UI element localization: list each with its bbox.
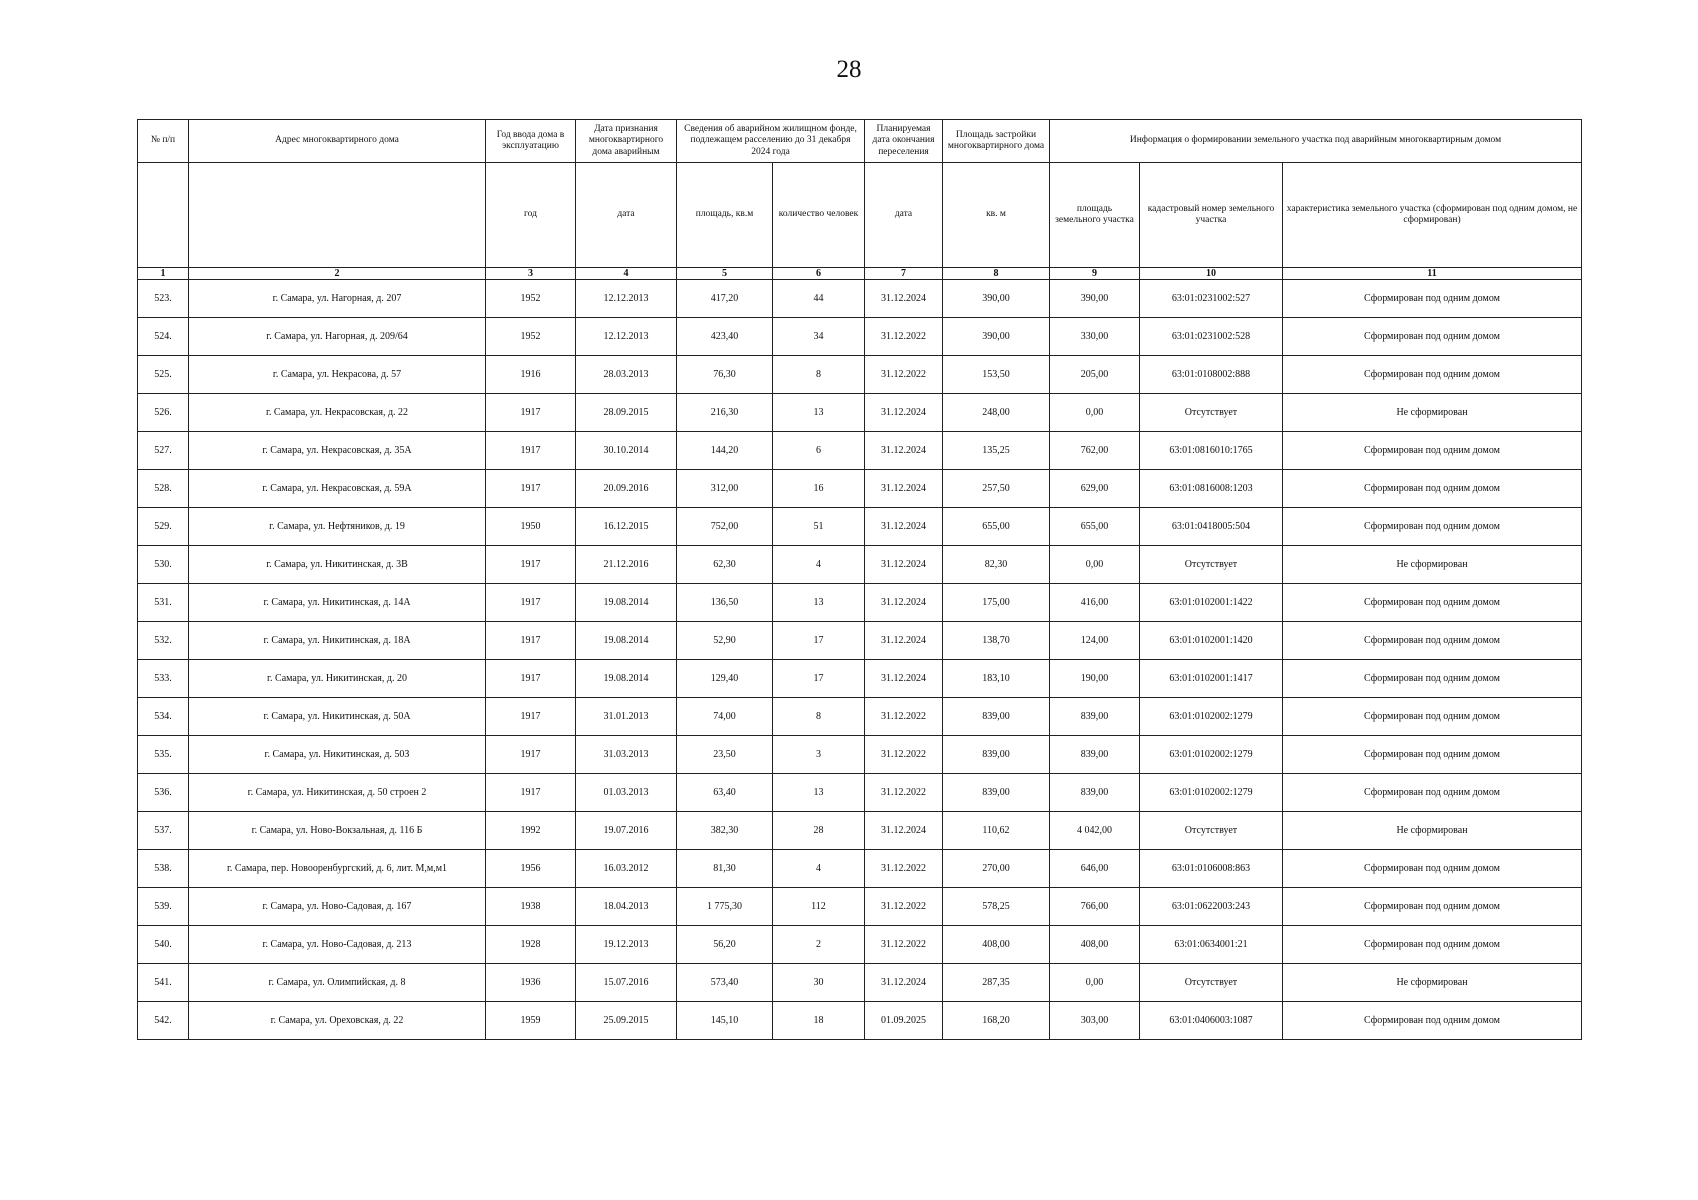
year-cell: 1916: [486, 356, 576, 394]
area-cell: 144,20: [677, 432, 773, 470]
header-num: № п/п: [138, 120, 189, 163]
cadastral-number-cell: 63:01:0622003:243: [1140, 888, 1283, 926]
recognized-date-cell: 25.09.2015: [576, 1002, 677, 1040]
cadastral-number-cell: 63:01:0106008:863: [1140, 850, 1283, 888]
planned-date-cell: 31.12.2024: [865, 660, 943, 698]
build-area-cell: 839,00: [943, 736, 1050, 774]
recognized-date-cell: 30.10.2014: [576, 432, 677, 470]
land-status-cell: Сформирован под одним домом: [1283, 698, 1582, 736]
cadastral-number-cell: 63:01:0102001:1422: [1140, 584, 1283, 622]
address-cell: г. Самара, ул. Некрасова, д. 57: [189, 356, 486, 394]
address-cell: г. Самара, ул. Ново-Садовая, д. 213: [189, 926, 486, 964]
recognized-date-cell: 19.12.2013: [576, 926, 677, 964]
header-land-info: Информация о формировании земельного участка под аварийным многоквартирным домом: [1050, 120, 1582, 163]
land-area-cell: 0,00: [1050, 964, 1140, 1002]
people-cell: 17: [773, 622, 865, 660]
land-status-cell: Сформирован под одним домом: [1283, 850, 1582, 888]
area-cell: 129,40: [677, 660, 773, 698]
planned-date-cell: 31.12.2022: [865, 888, 943, 926]
header-address: Адрес многоквартирного дома: [189, 120, 486, 163]
land-status-cell: Не сформирован: [1283, 394, 1582, 432]
recognized-date-cell: 15.07.2016: [576, 964, 677, 1002]
table-row: [138, 584, 1582, 622]
address-cell: г. Самара, ул. Никитинская, д. 3В: [189, 546, 486, 584]
build-area-cell: 110,62: [943, 812, 1050, 850]
area-cell: 23,50: [677, 736, 773, 774]
land-area-cell: 303,00: [1050, 1002, 1140, 1040]
land-area-cell: 124,00: [1050, 622, 1140, 660]
build-area-cell: 183,10: [943, 660, 1050, 698]
table-row: [138, 660, 1582, 698]
land-status-cell: Сформирован под одним домом: [1283, 280, 1582, 318]
recognized-date-cell: 12.12.2013: [576, 280, 677, 318]
people-cell: 30: [773, 964, 865, 1002]
row-number: 533.: [138, 660, 189, 698]
row-number: 530.: [138, 546, 189, 584]
people-cell: 8: [773, 356, 865, 394]
table-row: [138, 318, 1582, 356]
area-cell: 216,30: [677, 394, 773, 432]
planned-date-cell: 31.12.2024: [865, 584, 943, 622]
planned-date-cell: 31.12.2024: [865, 280, 943, 318]
column-index: 9: [1050, 268, 1140, 280]
recognized-date-cell: 18.04.2013: [576, 888, 677, 926]
address-cell: г. Самара, ул. Ново-Вокзальная, д. 116 Б: [189, 812, 486, 850]
cadastral-number-cell: 63:01:0231002:528: [1140, 318, 1283, 356]
land-area-cell: 839,00: [1050, 774, 1140, 812]
land-area-cell: 330,00: [1050, 318, 1140, 356]
year-cell: 1952: [486, 318, 576, 356]
planned-date-cell: 31.12.2024: [865, 546, 943, 584]
people-cell: 51: [773, 508, 865, 546]
area-cell: 752,00: [677, 508, 773, 546]
land-area-cell: 416,00: [1050, 584, 1140, 622]
table-row: [138, 888, 1582, 926]
build-area-cell: 839,00: [943, 698, 1050, 736]
cadastral-number-cell: 63:01:0102002:1279: [1140, 736, 1283, 774]
year-cell: 1917: [486, 622, 576, 660]
row-number: 526.: [138, 394, 189, 432]
area-cell: 52,90: [677, 622, 773, 660]
people-cell: 8: [773, 698, 865, 736]
recognized-date-cell: 21.12.2016: [576, 546, 677, 584]
build-area-cell: 390,00: [943, 280, 1050, 318]
year-cell: 1917: [486, 660, 576, 698]
table-row: [138, 1002, 1582, 1040]
build-area-cell: 138,70: [943, 622, 1050, 660]
year-cell: 1952: [486, 280, 576, 318]
year-cell: 1917: [486, 394, 576, 432]
table-row: [138, 280, 1582, 318]
land-status-cell: Сформирован под одним домом: [1283, 508, 1582, 546]
land-status-cell: Сформирован под одним домом: [1283, 584, 1582, 622]
people-cell: 17: [773, 660, 865, 698]
address-cell: г. Самара, ул. Никитинская, д. 50З: [189, 736, 486, 774]
planned-date-cell: 31.12.2022: [865, 774, 943, 812]
row-number: 532.: [138, 622, 189, 660]
address-cell: г. Самара, ул. Нагорная, д. 209/64: [189, 318, 486, 356]
cadastral-number-cell: 63:01:0102002:1279: [1140, 774, 1283, 812]
area-cell: 312,00: [677, 470, 773, 508]
land-status-cell: Сформирован под одним домом: [1283, 660, 1582, 698]
row-number: 523.: [138, 280, 189, 318]
address-cell: г. Самара, ул. Никитинская, д. 18А: [189, 622, 486, 660]
cadastral-number-cell: Отсутствует: [1140, 812, 1283, 850]
unit-people: количество человек: [773, 163, 865, 268]
land-status-cell: Сформирован под одним домом: [1283, 926, 1582, 964]
land-area-cell: 766,00: [1050, 888, 1140, 926]
planned-date-cell: 31.12.2022: [865, 318, 943, 356]
table-row: [138, 470, 1582, 508]
build-area-cell: 390,00: [943, 318, 1050, 356]
table-row: [138, 812, 1582, 850]
planned-date-cell: 31.12.2024: [865, 508, 943, 546]
cadastral-number-cell: 63:01:0816008:1203: [1140, 470, 1283, 508]
recognized-date-cell: 16.03.2012: [576, 850, 677, 888]
build-area-cell: 135,25: [943, 432, 1050, 470]
column-index: 3: [486, 268, 576, 280]
build-area-cell: 839,00: [943, 774, 1050, 812]
planned-date-cell: 31.12.2024: [865, 394, 943, 432]
build-area-cell: 175,00: [943, 584, 1050, 622]
planned-date-cell: 01.09.2025: [865, 1002, 943, 1040]
row-number: 537.: [138, 812, 189, 850]
year-cell: 1917: [486, 774, 576, 812]
planned-date-cell: 31.12.2022: [865, 736, 943, 774]
column-index: 2: [189, 268, 486, 280]
address-cell: г. Самара, ул. Некрасовская, д. 59А: [189, 470, 486, 508]
land-area-cell: 0,00: [1050, 394, 1140, 432]
year-cell: 1917: [486, 432, 576, 470]
column-index: 11: [1283, 268, 1582, 280]
build-area-cell: 287,35: [943, 964, 1050, 1002]
cadastral-number-cell: 63:01:0102001:1420: [1140, 622, 1283, 660]
table-row: [138, 622, 1582, 660]
land-status-cell: Не сформирован: [1283, 546, 1582, 584]
year-cell: 1992: [486, 812, 576, 850]
build-area-cell: 655,00: [943, 508, 1050, 546]
land-status-cell: Сформирован под одним домом: [1283, 622, 1582, 660]
recognized-date-cell: 31.01.2013: [576, 698, 677, 736]
area-cell: 573,40: [677, 964, 773, 1002]
planned-date-cell: 31.12.2022: [865, 356, 943, 394]
year-cell: 1917: [486, 470, 576, 508]
column-index: 8: [943, 268, 1050, 280]
build-area-cell: 153,50: [943, 356, 1050, 394]
people-cell: 4: [773, 546, 865, 584]
column-index: 7: [865, 268, 943, 280]
address-cell: г. Самара, ул. Некрасовская, д. 35А: [189, 432, 486, 470]
cadastral-number-cell: Отсутствует: [1140, 546, 1283, 584]
table-row: [138, 432, 1582, 470]
year-cell: 1917: [486, 736, 576, 774]
year-cell: 1917: [486, 698, 576, 736]
recognized-date-cell: 20.09.2016: [576, 470, 677, 508]
cadastral-number-cell: 63:01:0418005:504: [1140, 508, 1283, 546]
address-cell: г. Самара, ул. Никитинская, д. 50А: [189, 698, 486, 736]
people-cell: 18: [773, 1002, 865, 1040]
row-number: 531.: [138, 584, 189, 622]
people-cell: 13: [773, 584, 865, 622]
table-row: [138, 736, 1582, 774]
address-cell: г. Самара, ул. Никитинская, д. 20: [189, 660, 486, 698]
people-cell: 2: [773, 926, 865, 964]
land-area-cell: 839,00: [1050, 736, 1140, 774]
year-cell: 1950: [486, 508, 576, 546]
planned-date-cell: 31.12.2022: [865, 926, 943, 964]
table-row: [138, 546, 1582, 584]
address-cell: г. Самара, ул. Ореховская, д. 22: [189, 1002, 486, 1040]
year-cell: 1938: [486, 888, 576, 926]
people-cell: 3: [773, 736, 865, 774]
land-status-cell: Не сформирован: [1283, 964, 1582, 1002]
header-land-char: характеристика земельного участка (сформирован под одним домом, не сформирован): [1283, 163, 1582, 268]
recognized-date-cell: 19.08.2014: [576, 584, 677, 622]
table-row: [138, 964, 1582, 1002]
recognized-date-cell: 19.08.2014: [576, 660, 677, 698]
row-number: 538.: [138, 850, 189, 888]
column-index-row: [138, 268, 1582, 280]
column-index: 5: [677, 268, 773, 280]
planned-date-cell: 31.12.2024: [865, 812, 943, 850]
build-area-cell: 408,00: [943, 926, 1050, 964]
column-index: 6: [773, 268, 865, 280]
row-number: 524.: [138, 318, 189, 356]
row-number: 525.: [138, 356, 189, 394]
cadastral-number-cell: Отсутствует: [1140, 394, 1283, 432]
address-cell: г. Самара, ул. Нефтяников, д. 19: [189, 508, 486, 546]
planned-date-cell: 31.12.2024: [865, 470, 943, 508]
row-number: 540.: [138, 926, 189, 964]
table-row: [138, 356, 1582, 394]
area-cell: 62,30: [677, 546, 773, 584]
build-area-cell: 257,50: [943, 470, 1050, 508]
unit-year: год: [486, 163, 576, 268]
table-row: [138, 926, 1582, 964]
row-number: 529.: [138, 508, 189, 546]
row-number: 534.: [138, 698, 189, 736]
address-cell: г. Самара, ул. Некрасовская, д. 22: [189, 394, 486, 432]
build-area-cell: 82,30: [943, 546, 1050, 584]
page-number: 28: [836, 56, 862, 83]
people-cell: 6: [773, 432, 865, 470]
address-cell: г. Самара, ул. Ново-Садовая, д. 167: [189, 888, 486, 926]
land-area-cell: 839,00: [1050, 698, 1140, 736]
emergency-housing-table: [137, 119, 1582, 1040]
unit-num: [138, 163, 189, 268]
area-cell: 56,20: [677, 926, 773, 964]
table-row: [138, 508, 1582, 546]
cadastral-number-cell: 63:01:0406003:1087: [1140, 1002, 1283, 1040]
land-area-cell: 629,00: [1050, 470, 1140, 508]
table-body: [138, 280, 1582, 1040]
land-area-cell: 655,00: [1050, 508, 1140, 546]
row-number: 542.: [138, 1002, 189, 1040]
land-status-cell: Сформирован под одним домом: [1283, 774, 1582, 812]
people-cell: 4: [773, 850, 865, 888]
people-cell: 16: [773, 470, 865, 508]
people-cell: 28: [773, 812, 865, 850]
column-index: 4: [576, 268, 677, 280]
people-cell: 13: [773, 774, 865, 812]
unit-sqm-build: кв. м: [943, 163, 1050, 268]
planned-date-cell: 31.12.2024: [865, 432, 943, 470]
row-number: 541.: [138, 964, 189, 1002]
column-index: 1: [138, 268, 189, 280]
year-cell: 1928: [486, 926, 576, 964]
header-year: Год ввода дома в эксплуатацию: [486, 120, 576, 163]
land-area-cell: 205,00: [1050, 356, 1140, 394]
area-cell: 136,50: [677, 584, 773, 622]
area-cell: 382,30: [677, 812, 773, 850]
recognized-date-cell: 16.12.2015: [576, 508, 677, 546]
header-recognized: Дата признания многоквартирного дома аварийным: [576, 120, 677, 163]
address-cell: г. Самара, ул. Нагорная, д. 207: [189, 280, 486, 318]
recognized-date-cell: 19.07.2016: [576, 812, 677, 850]
land-area-cell: 408,00: [1050, 926, 1140, 964]
planned-date-cell: 31.12.2024: [865, 964, 943, 1002]
column-index: 10: [1140, 268, 1283, 280]
recognized-date-cell: 31.03.2013: [576, 736, 677, 774]
recognized-date-cell: 01.03.2013: [576, 774, 677, 812]
cadastral-number-cell: Отсутствует: [1140, 964, 1283, 1002]
unit-address: [189, 163, 486, 268]
people-cell: 34: [773, 318, 865, 356]
year-cell: 1956: [486, 850, 576, 888]
land-status-cell: Сформирован под одним домом: [1283, 1002, 1582, 1040]
header-build-area: Площадь застройки многоквартирного дома: [943, 120, 1050, 163]
address-cell: г. Самара, ул. Никитинская, д. 50 строен 2: [189, 774, 486, 812]
cadastral-number-cell: 63:01:0231002:527: [1140, 280, 1283, 318]
land-status-cell: Сформирован под одним домом: [1283, 356, 1582, 394]
land-status-cell: Сформирован под одним домом: [1283, 470, 1582, 508]
people-cell: 112: [773, 888, 865, 926]
year-cell: 1959: [486, 1002, 576, 1040]
build-area-cell: 168,20: [943, 1002, 1050, 1040]
recognized-date-cell: 19.08.2014: [576, 622, 677, 660]
year-cell: 1917: [486, 584, 576, 622]
cadastral-number-cell: 63:01:0108002:888: [1140, 356, 1283, 394]
row-number: 528.: [138, 470, 189, 508]
build-area-cell: 578,25: [943, 888, 1050, 926]
recognized-date-cell: 28.09.2015: [576, 394, 677, 432]
year-cell: 1917: [486, 546, 576, 584]
planned-date-cell: 31.12.2022: [865, 698, 943, 736]
cadastral-number-cell: 63:01:0102001:1417: [1140, 660, 1283, 698]
area-cell: 63,40: [677, 774, 773, 812]
header-cadastral: кадастровый номер земельного участка: [1140, 163, 1283, 268]
area-cell: 74,00: [677, 698, 773, 736]
table-row: [138, 850, 1582, 888]
row-number: 536.: [138, 774, 189, 812]
cadastral-number-cell: 63:01:0634001:21: [1140, 926, 1283, 964]
land-status-cell: Не сформирован: [1283, 812, 1582, 850]
land-area-cell: 4 042,00: [1050, 812, 1140, 850]
year-cell: 1936: [486, 964, 576, 1002]
row-number: 527.: [138, 432, 189, 470]
unit-date: дата: [576, 163, 677, 268]
area-cell: 417,20: [677, 280, 773, 318]
land-area-cell: 190,00: [1050, 660, 1140, 698]
cadastral-number-cell: 63:01:0102002:1279: [1140, 698, 1283, 736]
planned-date-cell: 31.12.2024: [865, 622, 943, 660]
address-cell: г. Самара, пер. Новооренбургский, д. 6, лит. М,м,м1: [189, 850, 486, 888]
table-row: [138, 394, 1582, 432]
area-cell: 423,40: [677, 318, 773, 356]
header-land-area: площадь земельного участка: [1050, 163, 1140, 268]
area-cell: 1 775,30: [677, 888, 773, 926]
build-area-cell: 270,00: [943, 850, 1050, 888]
area-cell: 76,30: [677, 356, 773, 394]
row-number: 539.: [138, 888, 189, 926]
cadastral-number-cell: 63:01:0816010:1765: [1140, 432, 1283, 470]
table-row: [138, 698, 1582, 736]
planned-date-cell: 31.12.2022: [865, 850, 943, 888]
recognized-date-cell: 12.12.2013: [576, 318, 677, 356]
area-cell: 81,30: [677, 850, 773, 888]
land-status-cell: Сформирован под одним домом: [1283, 432, 1582, 470]
people-cell: 44: [773, 280, 865, 318]
table-row: [138, 774, 1582, 812]
unit-plan-date: дата: [865, 163, 943, 268]
build-area-cell: 248,00: [943, 394, 1050, 432]
land-area-cell: 390,00: [1050, 280, 1140, 318]
people-cell: 13: [773, 394, 865, 432]
area-cell: 145,10: [677, 1002, 773, 1040]
row-number: 535.: [138, 736, 189, 774]
header-planned: Планируемая дата окончания переселения: [865, 120, 943, 163]
unit-area: площадь, кв.м: [677, 163, 773, 268]
land-status-cell: Сформирован под одним домом: [1283, 736, 1582, 774]
address-cell: г. Самара, ул. Олимпийская, д. 8: [189, 964, 486, 1002]
land-area-cell: 762,00: [1050, 432, 1140, 470]
header-fund-info: Сведения об аварийном жилищном фонде, подлежащем расселению до 31 декабря 2024 года: [677, 120, 865, 163]
address-cell: г. Самара, ул. Никитинская, д. 14А: [189, 584, 486, 622]
land-status-cell: Сформирован под одним домом: [1283, 318, 1582, 356]
land-status-cell: Сформирован под одним домом: [1283, 888, 1582, 926]
land-area-cell: 646,00: [1050, 850, 1140, 888]
recognized-date-cell: 28.03.2013: [576, 356, 677, 394]
land-area-cell: 0,00: [1050, 546, 1140, 584]
